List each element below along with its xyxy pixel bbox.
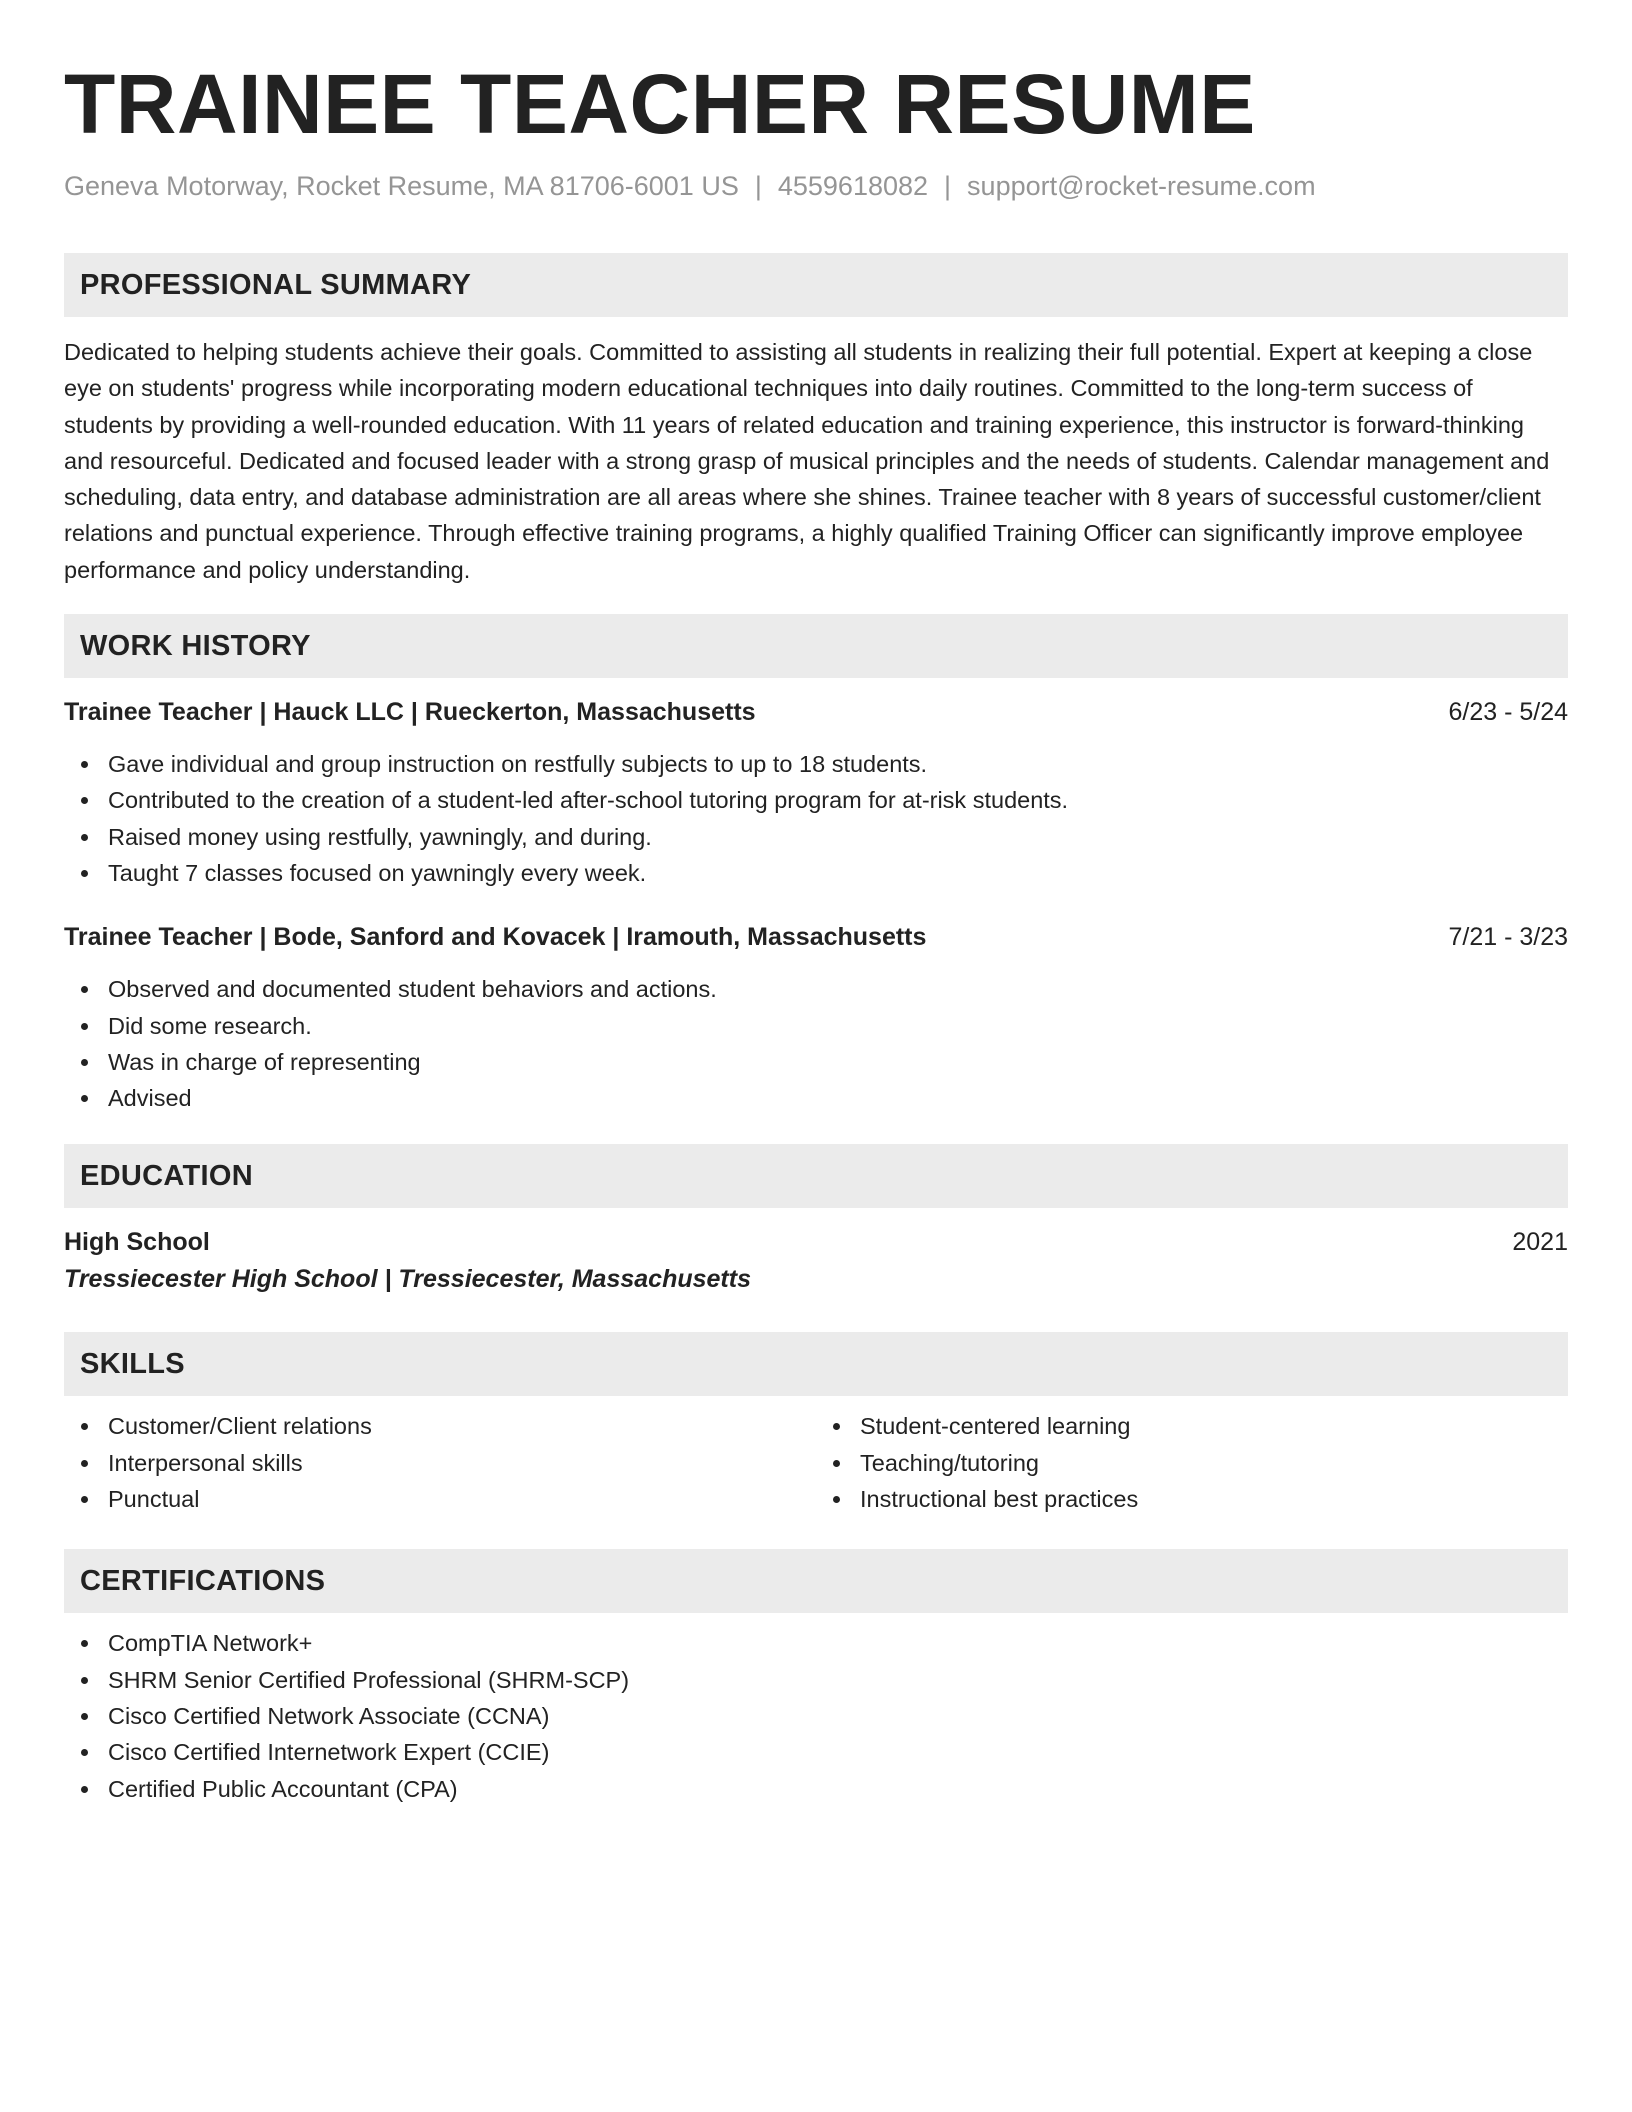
job-entry: [64, 694, 1568, 891]
certification-item: Certified Public Accountant (CPA): [64, 1771, 1568, 1807]
certifications-list: [64, 1625, 1568, 1806]
certifications-heading: CERTIFICATIONS: [64, 1549, 1568, 1613]
skills-column-left: [64, 1408, 816, 1517]
job-header: [64, 919, 1568, 955]
contact-email: support@rocket-resume.com: [967, 171, 1316, 201]
job-entry: [64, 919, 1568, 1116]
job-bullet: Advised: [64, 1080, 1568, 1116]
summary-heading: PROFESSIONAL SUMMARY: [64, 253, 1568, 317]
contact-line: [64, 168, 1568, 204]
job-bullet: Taught 7 classes focused on yawningly every week.: [64, 855, 1568, 891]
job-dates: 7/21 - 3/23: [1448, 923, 1568, 952]
work-history-heading: WORK HISTORY: [64, 614, 1568, 678]
job-dates: 6/23 - 5/24: [1448, 698, 1568, 727]
skill-item: Customer/Client relations: [64, 1408, 816, 1444]
certification-item: Cisco Certified Internetwork Expert (CCIE): [64, 1734, 1568, 1770]
education-degree: High School: [64, 1228, 210, 1257]
resume-title: TRAINEE TEACHER RESUME: [64, 57, 1256, 151]
contact-address: Geneva Motorway, Rocket Resume, MA 81706-6001 US: [64, 171, 739, 201]
job-bullets: [64, 971, 1568, 1116]
job-bullet: Raised money using restfully, yawningly, and during.: [64, 819, 1568, 855]
skill-item: Teaching/tutoring: [816, 1445, 1568, 1481]
certification-item: CompTIA Network+: [64, 1625, 1568, 1661]
job-bullet: Did some research.: [64, 1008, 1568, 1044]
skill-item: Student-centered learning: [816, 1408, 1568, 1444]
contact-phone: 4559618082: [777, 171, 929, 201]
skill-item: Interpersonal skills: [64, 1445, 816, 1481]
certification-item: Cisco Certified Network Associate (CCNA): [64, 1698, 1568, 1734]
education-header: [64, 1224, 1568, 1260]
skills-section: [64, 1332, 1568, 1517]
summary-text: Dedicated to helping students achieve their goals. Committed to assisting all students in realizing their full potential. Expert at keeping a close eye on students' progress while incorporating modern educational techniques into daily routines. Committed to the long-term success of students by providing a well-rounded education. With 11 years of related education and training experience, this instructor is forward-thinking and resourceful. Dedicated and focused leader with a strong grasp of musical principles and the needs of students. Calendar management and scheduling, data entry, and database administration are all areas where she shines. Trainee teacher with 8 years of successful customer/client relations and punctual experience. Through effective training programs, a highly qualified Training Officer can significantly improve employee performance and policy understanding.: [64, 339, 1550, 583]
skills-grid: [64, 1408, 1568, 1517]
skills-column-right: [816, 1408, 1568, 1517]
certifications-section: [64, 1549, 1568, 1806]
education-heading: EDUCATION: [64, 1144, 1568, 1208]
contact-separator: |: [944, 171, 952, 201]
skill-item: Instructional best practices: [816, 1481, 1568, 1517]
contact-separator: |: [754, 171, 762, 201]
skills-list: [64, 1408, 816, 1517]
job-bullet: Gave individual and group instruction on restfully subjects to up to 18 students.: [64, 746, 1568, 782]
education-school: Tressiecester High School | Tressiecester, Massachusetts: [64, 1265, 751, 1294]
job-bullet: Contributed to the creation of a student-led after-school tutoring program for at-risk students.: [64, 782, 1568, 818]
work-history-section: [64, 614, 1568, 1116]
skill-item: Punctual: [64, 1481, 816, 1517]
certification-item: SHRM Senior Certified Professional (SHRM-SCP): [64, 1662, 1568, 1698]
education-year: 2021: [1512, 1228, 1568, 1257]
skills-list: [816, 1408, 1568, 1517]
job-bullet: Was in charge of representing: [64, 1044, 1568, 1080]
summary-section: [64, 253, 1568, 588]
job-title: Trainee Teacher | Bode, Sanford and Kovacek | Iramouth, Massachusetts: [64, 923, 927, 952]
job-bullets: [64, 746, 1568, 891]
job-title: Trainee Teacher | Hauck LLC | Rueckerton, Massachusetts: [64, 698, 756, 727]
job-header: [64, 694, 1568, 730]
job-bullet: Observed and documented student behaviors and actions.: [64, 971, 1568, 1007]
education-section: [64, 1144, 1568, 1298]
skills-heading: SKILLS: [64, 1332, 1568, 1396]
